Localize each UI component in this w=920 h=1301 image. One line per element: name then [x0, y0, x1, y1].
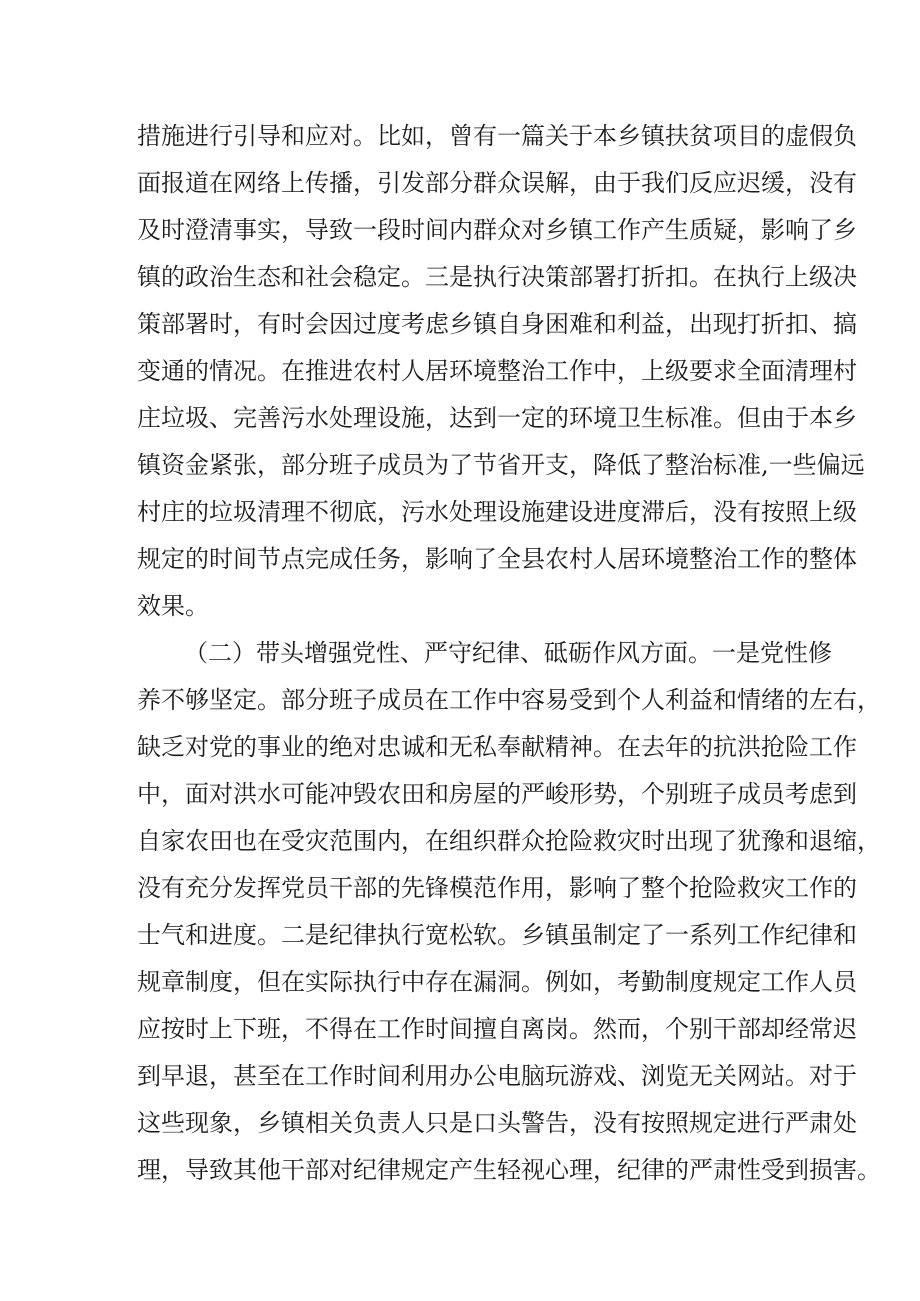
text-line: 措施进行引导和应对。比如，曾有一篇关于本乡镇扶贫项目的虚假负 [137, 122, 857, 150]
text-line: 到早退，甚至在工作时间利用办公电脑玩游戏、浏览无关网站。对于 [137, 1062, 857, 1090]
text-line: 缺乏对党的事业的绝对忠诚和无私奉献精神。在去年的抗洪抢险工作 [137, 733, 857, 761]
text-line: 及时澄清事实，导致一段时间内群众对乡镇工作产生质疑，影响了乡 [137, 216, 857, 244]
text-line: 庄垃圾、完善污水处理设施，达到一定的环境卫生标准。但由于本乡 [137, 404, 857, 432]
text-line: 这些现象，乡镇相关负责人只是口头警告，没有按照规定进行严肃处 [137, 1109, 857, 1137]
text-line: 应按时上下班，不得在工作时间擅自离岗。然而，个别干部却经常迟 [137, 1015, 857, 1043]
text-line: 养不够坚定。部分班子成员在工作中容易受到个人利益和情绪的左右， [137, 686, 881, 714]
text-line: 自家农田也在受灾范围内，在组织群众抢险救灾时出现了犹豫和退缩， [137, 827, 881, 855]
section-heading-line: （二）带头增强党性、严守纪律、砥砺作风方面。一是党性修 [184, 639, 832, 667]
text-line: 面报道在网络上传播，引发部分群众误解，由于我们反应迟缓，没有 [137, 169, 857, 197]
text-line: 村庄的垃圾清理不彻底，污水处理设施建设进度滞后，没有按照上级 [137, 498, 857, 526]
text-line: 效果。 [137, 592, 209, 620]
text-line: 中，面对洪水可能冲毁农田和房屋的严峻形势，个别班子成员考虑到 [137, 780, 857, 808]
text-line: 镇资金紧张，部分班子成员为了节省开支，降低了整治标准,一些偏远 [137, 451, 865, 479]
text-line: 变通的情况。在推进农村人居环境整治工作中，上级要求全面清理村 [137, 357, 857, 385]
text-line: 没有充分发挥党员干部的先锋模范作用，影响了整个抢险救灾工作的 [137, 874, 857, 902]
text-line: 士气和进度。二是纪律执行宽松软。乡镇虽制定了一系列工作纪律和 [137, 921, 857, 949]
text-line: 规章制度，但在实际执行中存在漏洞。例如，考勤制度规定工作人员 [137, 968, 857, 996]
text-line: 理，导致其他干部对纪律规定产生轻视心理，纪律的严肃性受到损害。 [137, 1156, 881, 1184]
text-line: 策部署时，有时会因过度考虑乡镇自身困难和利益，出现打折扣、搞 [137, 310, 857, 338]
text-line: 规定的时间节点完成任务，影响了全县农村人居环境整治工作的整体 [137, 545, 857, 573]
text-line: 镇的政治生态和社会稳定。三是执行决策部署打折扣。在执行上级决 [137, 263, 857, 291]
